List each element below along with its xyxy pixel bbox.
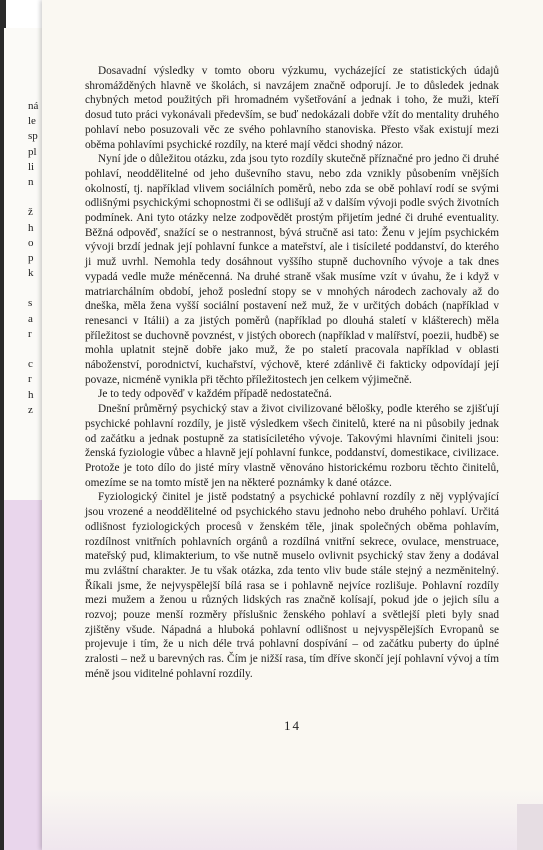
- edge-fragment: pl: [28, 145, 37, 158]
- edge-fragment: h: [28, 221, 34, 234]
- paragraph-factors: Dnešní průměrný psychický stav a život civilizované bělošky, podle kterého se zjišťují psychické pohlavní rozdíly, je jistě výsledkem všech činitelů, které na ni působily jednak od začátku a jednak postupně za statisíciletého vývoje. Takovými hlavními činiteli jsou: ženská fyziologie vůbec a hlavně její pohlavní funkce, poddanství, domestikace, civilizace. Protože je toto dílo do jisté míry vlastně věnováno historickému rozboru těchto činitelů, omezíme se na tomto místě jen na některé poznámky k dané otázce.: [85, 403, 499, 489]
- left-page-text-fragments: [28, 99, 38, 418]
- edge-fragment: h: [28, 388, 34, 401]
- paragraph-question: Nyní jde o důležitou otázku, zda jsou tyto rozdíly skutečně příznačné pro jedno či druhé pohlaví, neoddělitelné od jeho duševního stavu, nebo zda vznikly působením vnějších okolností, tj. například vlivem sociálních poměrů, nebo zda se obě pohlaví rodí se svými odlišnými psychickými schopnostmi či se odlišují až v dalším vývoji podle svých životních podmínek. Ani tyto otázky nelze zodpovědět prostým přijetím jedné či druhé eventuality. Běžná odpověď, snažící se o nestrannost, bývá stručně asi tato: Ženu v jejím psychickém vývoji brzdí jednak její pohlavní funkce a mateřství, ale i tisícileté poddanství, do kterého ji muž uvrhl. Nemohla tedy dosáhnout vyššího stupně duchovního vývoje a tak dnes vypadá vedle muže méněcenná. Na druhé straně však musíme vzít v úvahu, že i když v matriarchálním období, jehož poslední stopy se v mnohých národech zachovaly až do dneška, měla žena vyšší sociální postavení než muž, že v určitých dobách (například v renesanci v Itálii) a za jistých poměrů (například po dlouhá staletí v klášterech) měla příležitost se duchovně povznést, v jistých oborech (například v malířství, poezii, hudbě) se mohla uplatnit stejně dobře jako muž, že po staletí pracovala například v oblasti náboženství, porodnictví, kuchařství, výchově, které zdánlivě či fakticky odpovídají její povaze, nicméně vynikla při těchto příležitostech jen celkem výjimečně.: [85, 153, 499, 386]
- edge-fragment: z: [28, 403, 33, 416]
- edge-fragment: p: [28, 251, 34, 264]
- body-text: [85, 64, 499, 682]
- page-number: 14: [284, 718, 301, 733]
- edge-fragment: c: [28, 358, 33, 371]
- edge-fragment: a: [28, 312, 33, 325]
- page-corner-shadow: [517, 804, 543, 850]
- edge-fragment: ná: [28, 100, 39, 112]
- book-page: [42, 0, 543, 850]
- paragraph-intro: Dosavadní výsledky v tomto oboru výzkumu, vycházející ze statistických údajů shromážděných hlavně ve školách, si navzájem značně odporují. Je to důsledek jednak chybných metod použitých při hromadném vyšetřování a jednak i toho, že muži, kteří dosud tuto práci vykonávali především, se buď nedokázali dobře vžít do mentality druhého pohlaví nebo posuzovali věc ze svého pohlavního stanoviska. Přesto však existují mezi oběma pohlavími psychické rozdíly, na které mají vědci shodný názor.: [85, 65, 499, 151]
- edge-fragment: [28, 190, 38, 205]
- edge-fragment: r: [28, 327, 32, 340]
- edge-fragment: [28, 281, 38, 296]
- paragraph-physiology: Fyziologický činitel je jistě podstatný a psychické pohlavní rozdíly z něj vyplývající jsou vrozené a neoddělitelné od psychického stavu jednoho nebo druhého pohlaví. Určitá odlišnost fyziologických procesů v ženském těle, jinak společných oběma pohlavím, rozdílnost vnitřních pohlavních orgánů a rozdílná vnitřní sekrece, ovulace, menstruace, mateřský pud, klimakterium, to vše nutně muselo ovlivnit psychický stav ženy a dodával mu zvláštní charakter. Je tu však otázka, zda tento vliv bude stále stejný a nezměnitelný. Říkali jsme, že nejvyspělejší bílá rasa se i pohlavně nejvíce rozlišuje. Pohlavní rozdíly mezi mužem a ženou u různých lidských ras značně kolísají, pokud jde o jejich sílu a rozvoj; pouze menší rozměry příslušnic ženského pohlaví a světlejší pleti byly snad zjištěny všude. Nápadná a hluboká pohlavní odlišnost u nejvyspělejších Evropanů se projevuje i tím, že u nich déle trvá pohlavní dospívání – od začátku puberty do úplné zralosti – než u barevných ras. Čím je nižší rasa, tím dříve skončí její pohlavní vývoj a tím méně jsou viditelné pohlavní rozdíly.: [85, 491, 499, 680]
- edge-fragment: r: [28, 373, 32, 386]
- edge-fragment: [28, 342, 38, 357]
- edge-fragment: le: [28, 115, 36, 128]
- edge-fragment: o: [28, 236, 34, 249]
- paragraph-conclusion: Je to tedy odpověď v každém případě nedostatečná.: [98, 388, 332, 401]
- edge-fragment: ž: [28, 206, 33, 219]
- page-bottom-tint: [42, 788, 543, 850]
- edge-fragment: s: [28, 297, 33, 310]
- edge-fragment: k: [28, 267, 34, 280]
- edge-fragment: li: [28, 160, 35, 173]
- edge-fragment: sp: [28, 130, 38, 143]
- edge-fragment: n: [28, 175, 34, 188]
